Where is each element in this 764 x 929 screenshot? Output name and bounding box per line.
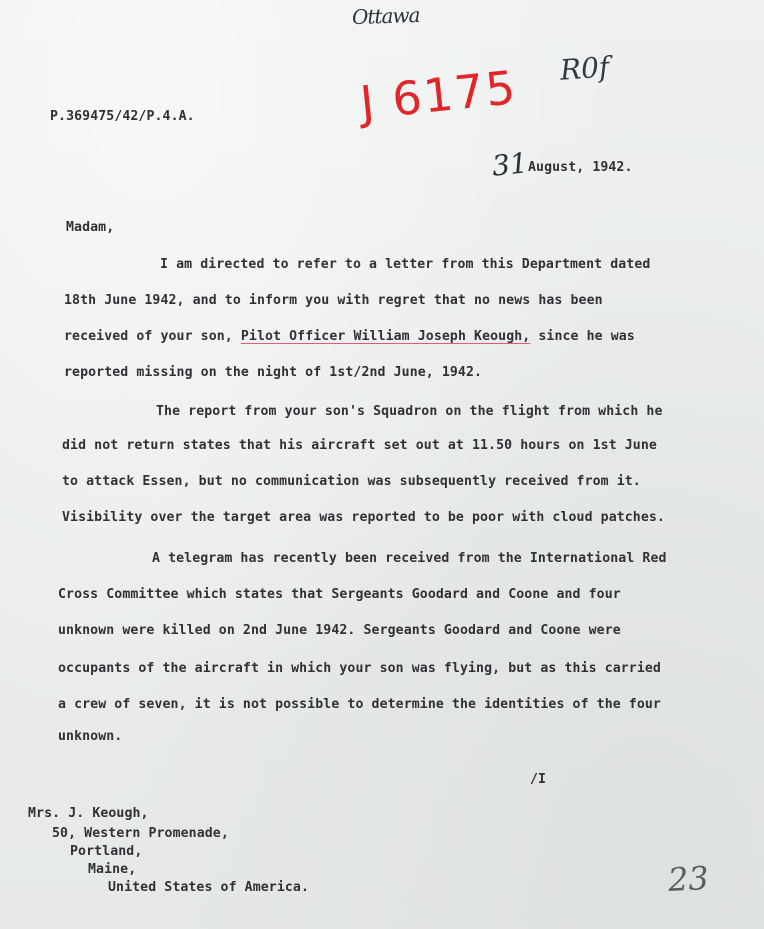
- body-line-14: unknown.: [58, 729, 123, 744]
- body-line-5: The report from your son's Squadron on the flight from which he: [156, 404, 663, 419]
- handwritten-day: 31: [490, 146, 530, 183]
- handwritten-page-number: 23: [667, 858, 710, 900]
- body-line-8: Visibility over the target area was reported to be poor with cloud patches.: [62, 510, 665, 525]
- letter-date: August, 1942.: [528, 160, 633, 175]
- body-line-2: 18th June 1942, and to inform you with regret that no news has been: [64, 293, 603, 308]
- body-line-1: I am directed to refer to a letter from this Department dated: [160, 257, 651, 272]
- body-line-10: Cross Committee which states that Sergeants Goodard and Coone and four: [58, 587, 621, 602]
- address-line-1: Mrs. J. Keough,: [28, 806, 149, 821]
- pilot-name: Pilot Officer William Joseph Keough,: [240, 329, 531, 344]
- handwritten-file-number: J 6175: [357, 59, 520, 131]
- body-line-3-start: received of your son,: [64, 329, 233, 344]
- body-line-12: occupants of the aircraft in which your son was flying, but as this carried: [58, 661, 661, 676]
- body-line-3-end: since he was: [538, 329, 635, 344]
- handwritten-right-mark: R0f: [558, 50, 611, 87]
- reference-number: P.369475/42/P.4.A.: [50, 109, 195, 124]
- body-line-9: A telegram has recently been received from the International Red: [152, 551, 667, 566]
- body-line-7: to attack Essen, but no communication was subsequently received from it.: [62, 474, 641, 489]
- body-line-6: did not return states that his aircraft set out at 11.50 hours on 1st June: [62, 438, 657, 453]
- address-line-2: 50, Western Promenade,: [52, 826, 229, 841]
- handwritten-ottawa-note: Ottawa: [351, 2, 420, 30]
- address-line-4: Maine,: [88, 862, 137, 877]
- body-line-3: [64, 329, 635, 344]
- body-line-11: unknown were killed on 2nd June 1942. Sergeants Goodard and Coone were: [58, 623, 621, 638]
- body-line-13: a crew of seven, it is not possible to determine the identities of the four: [58, 697, 661, 712]
- address-line-3: Portland,: [70, 844, 143, 859]
- continuation-mark: /I: [530, 772, 547, 787]
- salutation: Madam,: [66, 220, 115, 235]
- body-line-4: reported missing on the night of 1st/2nd June, 1942.: [64, 365, 483, 380]
- address-line-5: United States of America.: [108, 880, 309, 895]
